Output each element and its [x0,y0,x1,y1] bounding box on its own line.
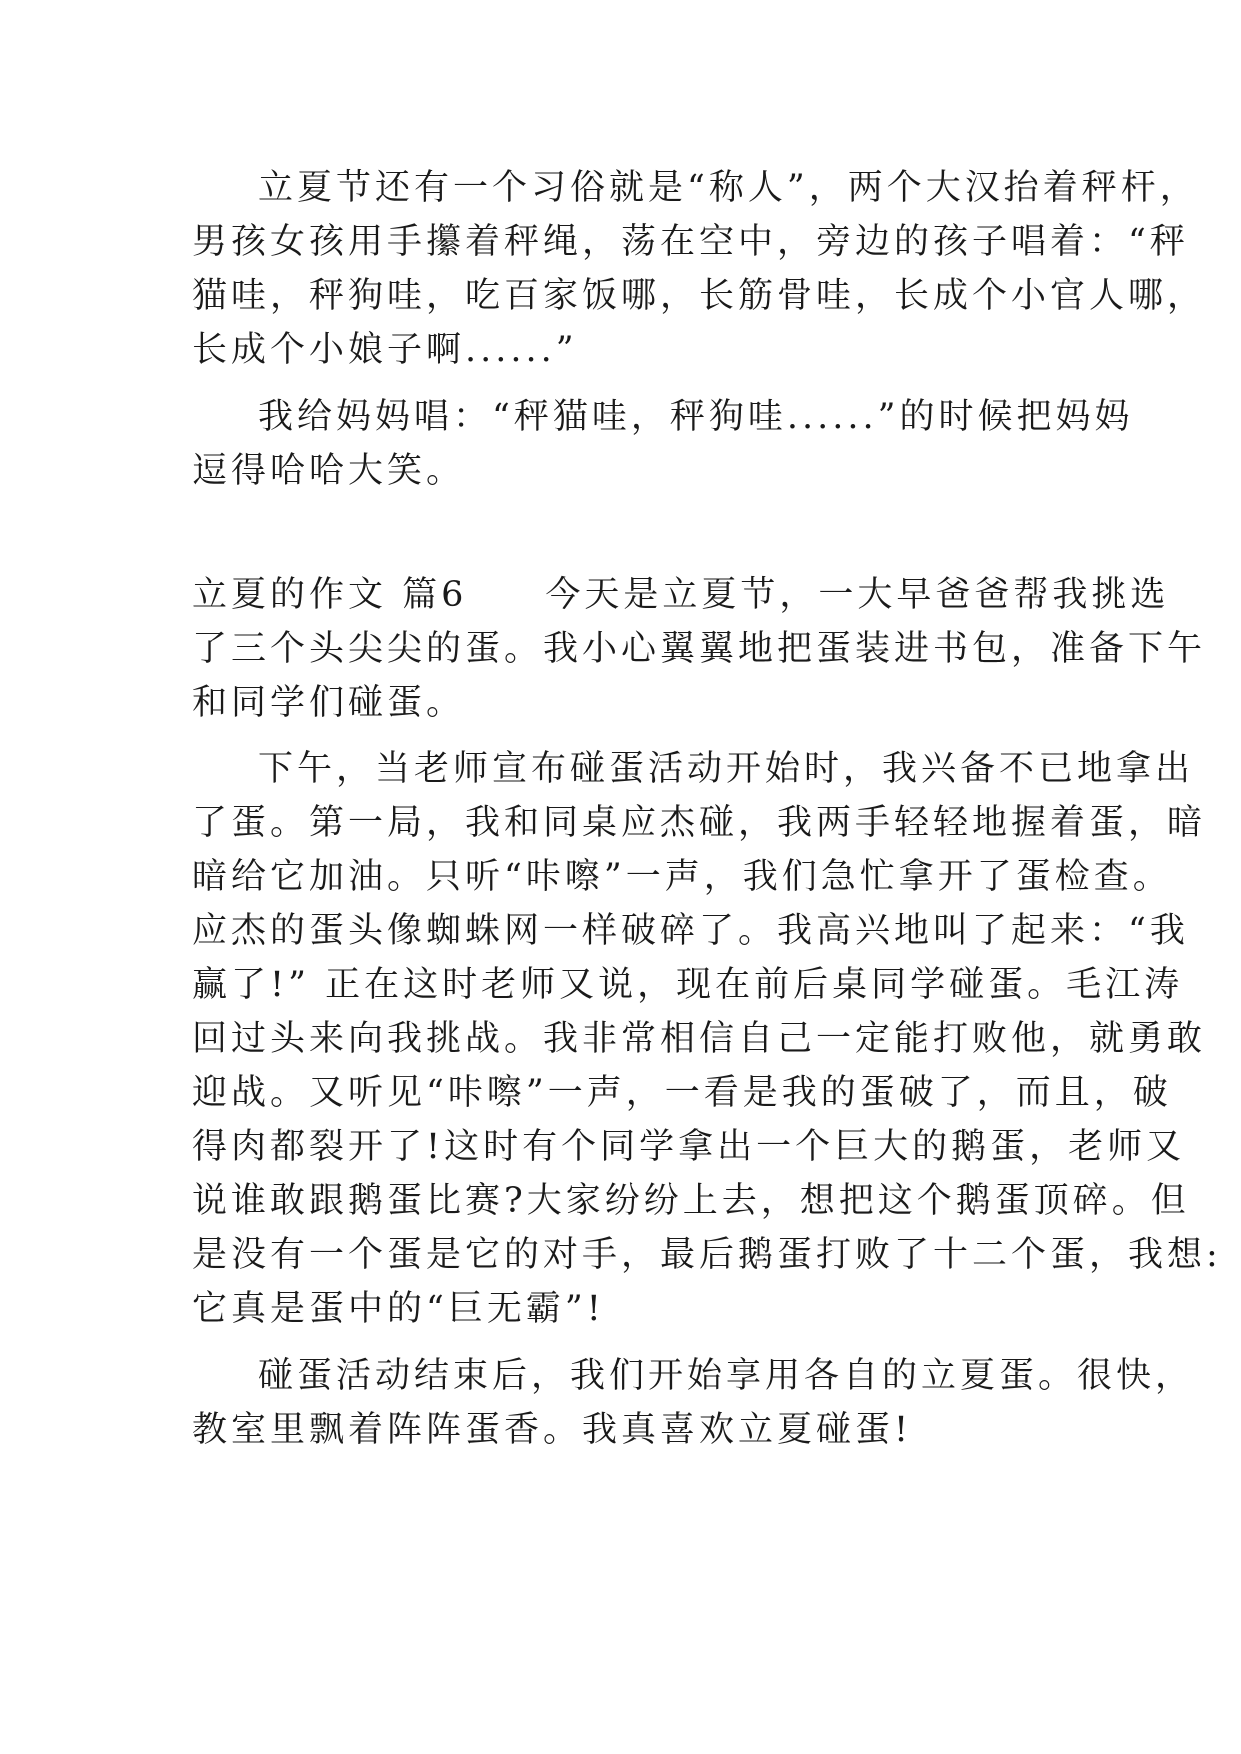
paragraph-3-line-6: 回过头来向我挑战。我非常相信自己一定能打败他，就勇敢 [192,1019,1207,1059]
paragraph-3-line-8: 得肉都裂开了!这时有个同学拿出一个巨大的鹅蛋，老师又 [192,1127,1186,1167]
paragraph-1-line-1: 立夏节还有一个习俗就是“称人”，两个大汉抬着秤杆， [258,168,1199,208]
paragraph-3-line-9: 说谁敢跟鹅蛋比赛?大家纷纷上去，想把这个鹅蛋顶碎。但 [192,1181,1190,1221]
section-6-line-3: 和同学们碰蛋。 [192,683,466,723]
paragraph-3-line-5: 赢了!” 正在这时老师又说，现在前后桌同学碰蛋。毛江涛 [192,965,1184,1005]
paragraph-1-line-4: 长成个小娘子啊......” [192,330,578,370]
paragraph-3-line-4: 应杰的蛋头像蜘蛛网一样破碎了。我高兴地叫了起来：“我 [192,911,1189,951]
section-6-line-2: 了三个头尖尖的蛋。我小心翼翼地把蛋装进书包，准备下午 [192,629,1207,669]
paragraph-2-line-2: 逗得哈哈大笑。 [192,451,466,491]
paragraph-1-line-3: 猫哇，秤狗哇，吃百家饭哪，长筋骨哇，长成个小官人哪， [192,276,1207,316]
paragraph-3-line-1: 下午，当老师宣布碰蛋活动开始时，我兴备不已地拿出 [258,749,1195,789]
paragraph-1-line-2: 男孩女孩用手攥着秤绳，荡在空中，旁边的孩子唱着：“秤 [192,222,1189,262]
section-6-opening-text: 今天是立夏节，一大早爸爸帮我挑选 [545,575,1170,615]
paragraph-3-line-7: 迎战。又听见“咔嚓”一声，一看是我的蛋破了，而且，破 [192,1073,1172,1113]
paragraph-3-line-3: 暗给它加油。只听“咔嚓”一声，我们急忙拿开了蛋检查。 [192,857,1172,897]
section-6-first-line [192,575,1170,615]
section-heading: 立夏的作文 篇6 [192,575,468,615]
paragraph-3-line-10: 是没有一个蛋是它的对手，最后鹅蛋打败了十二个蛋，我想: [192,1235,1222,1275]
paragraph-4-line-2: 教室里飘着阵阵蛋香。我真喜欢立夏碰蛋! [192,1410,913,1450]
paragraph-2-line-1: 我给妈妈唱：“秤猫哇，秤狗哇......”的时候把妈妈 [258,397,1134,437]
paragraph-3-line-2: 了蛋。第一局，我和同桌应杰碰，我两手轻轻地握着蛋，暗 [192,803,1207,843]
paragraph-3-line-11: 它真是蛋中的“巨无霸”! [192,1289,605,1329]
paragraph-4-line-1: 碰蛋活动结束后，我们开始享用各自的立夏蛋。很快， [258,1356,1195,1396]
